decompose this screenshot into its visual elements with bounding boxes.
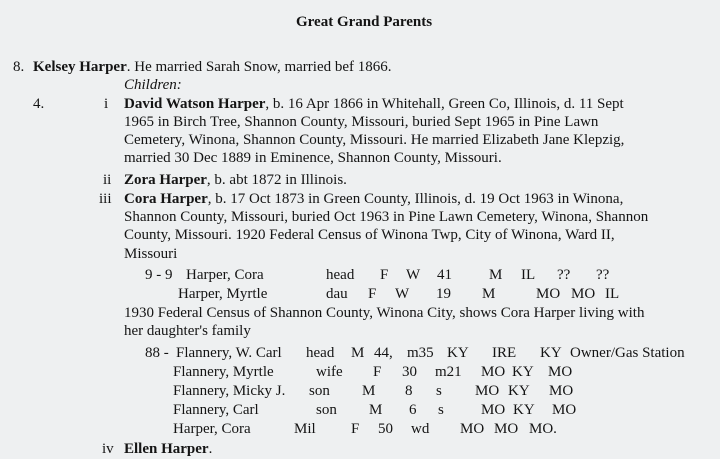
census-age: 8 xyxy=(405,383,413,399)
census-name: Harper, Myrtle xyxy=(178,286,268,302)
child-numeral: i xyxy=(104,96,109,112)
census-father-birth: MO xyxy=(494,421,519,437)
census-birthplace: MO xyxy=(481,364,506,380)
census-age: 19 xyxy=(436,286,451,302)
census-status: M xyxy=(489,267,503,283)
census-birthplace: MO xyxy=(481,402,506,418)
census-age: 50 xyxy=(378,421,393,437)
census-sex: F xyxy=(368,286,377,302)
census-relation: head xyxy=(306,345,335,361)
census-age: 41 xyxy=(437,267,452,283)
census-race: W xyxy=(395,286,410,302)
census-relation: Mil xyxy=(294,421,316,437)
census-status: wd xyxy=(411,421,430,437)
census-birthplace: MO xyxy=(536,286,561,302)
child-line xyxy=(124,95,624,113)
child-line xyxy=(124,190,623,208)
census-name: Harper, Cora xyxy=(186,267,264,283)
census-relation: son xyxy=(316,402,337,418)
census-relation: dau xyxy=(326,286,348,302)
child-line xyxy=(124,440,212,458)
census-age: 6 xyxy=(409,402,417,418)
child-text-line: Shannon County, Missouri, buried Oct 1963 in Pine Lawn Cemetery, Winona, Shannon xyxy=(124,209,649,225)
census-father-birth: KY xyxy=(512,364,534,380)
census-status: m35 xyxy=(407,345,434,361)
census-status: m21 xyxy=(435,364,462,380)
census-father-birth: KY xyxy=(513,402,535,418)
census-mother-birth: MO. xyxy=(529,421,557,437)
census-name: Harper, Cora xyxy=(173,421,251,437)
census-age: 44, xyxy=(374,345,393,361)
census-status: s xyxy=(436,383,442,399)
child-text: , b. abt 1872 in Illinois. xyxy=(206,172,347,188)
census-mother-birth: IL xyxy=(605,286,620,302)
census-sex: F xyxy=(373,364,382,380)
entry-line xyxy=(33,58,392,76)
census-sex: M xyxy=(362,383,376,399)
child-text-line: Cemetery, Winona, Shannon County, Missouri. He married Elizabeth Jane Klepzig, xyxy=(124,132,625,148)
child-text-line: married 30 Dec 1889 in Eminence, Shannon County, Missouri. xyxy=(124,150,502,166)
child-text: , b. 16 Apr 1866 in Whitehall, Green Co, Illinois, d. 11 Sept xyxy=(265,96,624,112)
census-sex: M xyxy=(351,345,365,361)
child-text-line: Missouri xyxy=(124,246,178,262)
census-occupation: Owner/Gas Station xyxy=(570,345,685,361)
census-father-birth: KY xyxy=(508,383,530,399)
census-1930-text: her daughter's family xyxy=(124,323,251,339)
child-text: . xyxy=(208,441,213,457)
census-mother-birth: MO xyxy=(549,383,574,399)
census-father-birth: ?? xyxy=(557,267,571,283)
child-numeral: iv xyxy=(102,441,114,457)
census-mother-birth: KY xyxy=(540,345,562,361)
census-mother-birth: ?? xyxy=(596,267,610,283)
census-birthplace: KY xyxy=(447,345,469,361)
census-race: W xyxy=(406,267,421,283)
child-text: , b. 17 Oct 1873 in Green County, Illinois, d. 19 Oct 1963 in Winona, xyxy=(207,191,624,207)
census-id: 9 - 9 xyxy=(145,267,173,283)
child-ref-number: 4. xyxy=(33,96,45,112)
children-label: Children: xyxy=(124,77,182,93)
child-name: David Watson Harper xyxy=(124,96,266,112)
census-relation: head xyxy=(326,267,355,283)
child-name: Ellen Harper xyxy=(124,441,209,457)
census-sex: M xyxy=(369,402,383,418)
census-father-birth: MO xyxy=(571,286,596,302)
census-birthplace: MO xyxy=(475,383,500,399)
census-1930-text: 1930 Federal Census of Shannon County, Winona City, shows Cora Harper living with xyxy=(124,305,645,321)
census-mother-birth: MO xyxy=(552,402,577,418)
child-name: Cora Harper xyxy=(124,191,208,207)
child-text-line: 1965 in Birch Tree, Shannon County, Missouri, buried Sept 1965 in Pine Lawn xyxy=(124,114,599,130)
child-text-line: County, Missouri. 1920 Federal Census of Winona Twp, City of Winona, Ward II, xyxy=(124,227,615,243)
census-name: Flannery, Myrtle xyxy=(173,364,274,380)
census-birthplace: MO xyxy=(460,421,485,437)
census-age: 30 xyxy=(402,364,417,380)
child-numeral: iii xyxy=(99,191,112,207)
page-title: Great Grand Parents xyxy=(296,14,433,30)
child-numeral: ii xyxy=(103,172,112,188)
census-birthplace: IL xyxy=(521,267,536,283)
census-relation: son xyxy=(309,383,330,399)
census-name: Flannery, W. Carl xyxy=(176,345,282,361)
child-line xyxy=(124,171,347,189)
census-status: s xyxy=(438,402,444,418)
person-name: Kelsey Harper xyxy=(33,59,127,75)
census-mother-birth: MO xyxy=(548,364,573,380)
census-sex: F xyxy=(380,267,389,283)
census-father-birth: IRE xyxy=(492,345,517,361)
census-name: Flannery, Micky J. xyxy=(173,383,286,399)
census-id: 88 - xyxy=(145,345,169,361)
entry-number: 8. xyxy=(13,59,25,75)
census-sex: F xyxy=(351,421,360,437)
census-status: M xyxy=(482,286,496,302)
census-relation: wife xyxy=(316,364,343,380)
person-text: . He married Sarah Snow, married bef 1866. xyxy=(126,59,392,75)
child-name: Zora Harper xyxy=(124,172,207,188)
census-name: Flannery, Carl xyxy=(173,402,259,418)
